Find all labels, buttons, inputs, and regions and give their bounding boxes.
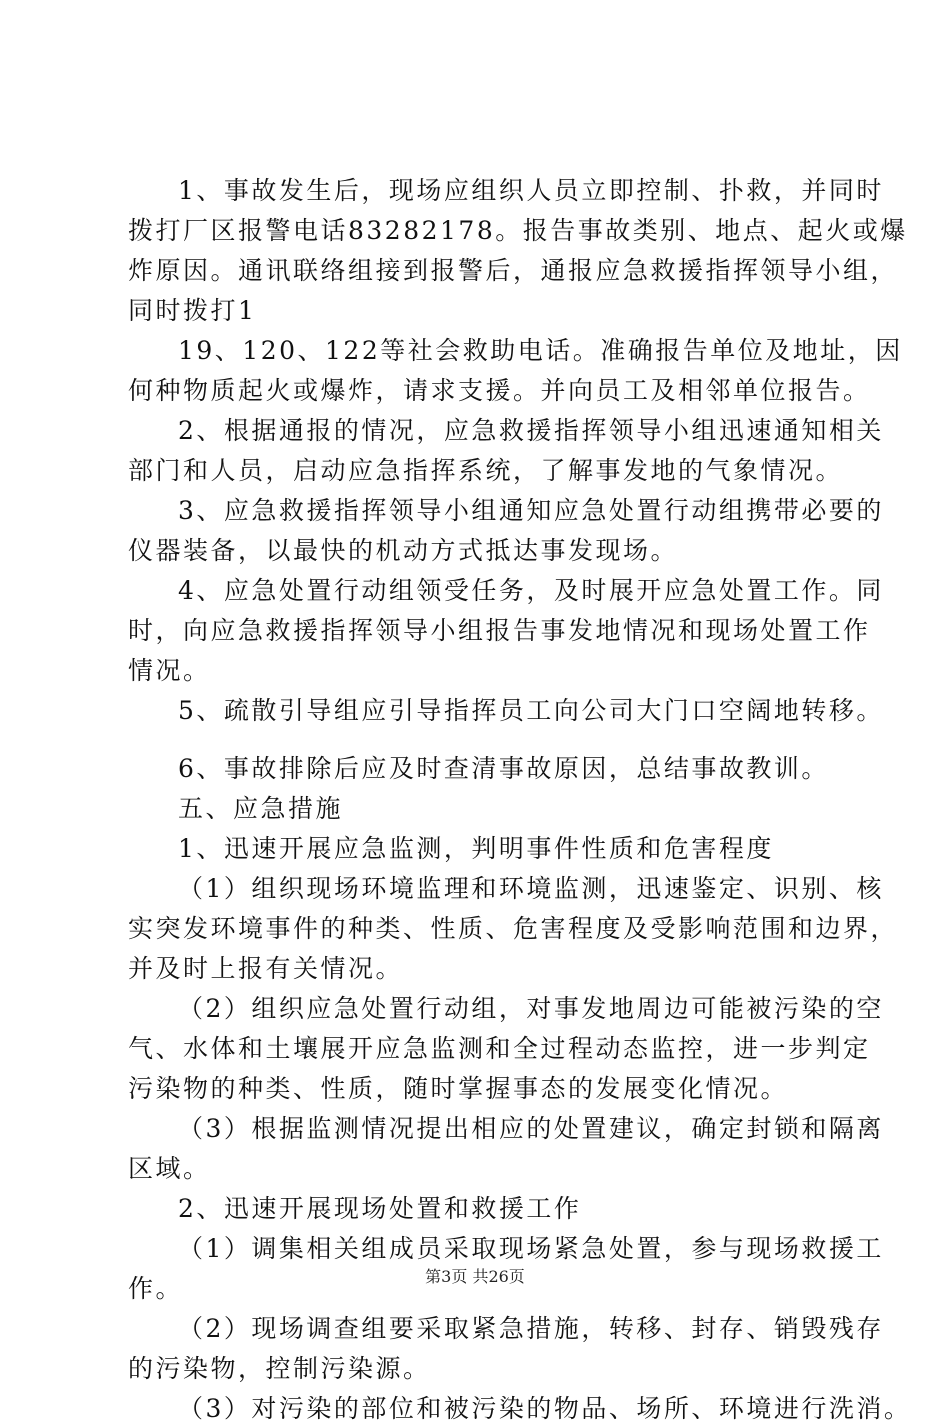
paragraph-line: （2）组织应急处置行动组，对事发地周边可能被污染的空: [178, 994, 884, 1023]
paragraph-line: 何种物质起火或爆炸，请求支援。并向员工及相邻单位报告。: [128, 376, 871, 405]
paragraph-line: 1、事故发生后，现场应组织人员立即控制、扑救，并同时: [178, 176, 884, 205]
paragraph-line: 部门和人员，启动应急指挥系统，了解事发地的气象情况。: [128, 456, 844, 485]
paragraph-line: 时，向应急救援指挥领导小组报告事发地情况和现场处置工作: [128, 616, 871, 645]
paragraph-line: 6、事故排除后应及时查清事故原因，总结事故教训。: [178, 754, 829, 783]
paragraph-line: 拨打厂区报警电话83282178。报告事故类别、地点、起火或爆: [128, 216, 908, 245]
subsection-heading: 2、迅速开展现场处置和救援工作: [178, 1194, 582, 1223]
paragraph-line: 仪器装备，以最快的机动方式抵达事发现场。: [128, 536, 679, 565]
paragraph-line: 情况。: [128, 656, 211, 685]
paragraph-line: 19、120、122等社会救助电话。准确报告单位及地址，因: [178, 336, 903, 365]
paragraph-line: 2、根据通报的情况，应急救援指挥领导小组迅速通知相关: [178, 416, 884, 445]
paragraph-line: （2）现场调查组要采取紧急措施，转移、封存、销毁残存: [178, 1314, 884, 1343]
page-footer: 第3页 共26页: [425, 1267, 525, 1286]
paragraph-line: 5、疏散引导组应引导指挥员工向公司大门口空阔地转移。: [178, 696, 884, 725]
section-heading: 五、应急措施: [178, 794, 344, 823]
paragraph-line: （3）根据监测情况提出相应的处置建议，确定封锁和隔离: [178, 1114, 884, 1143]
paragraph-line: 区域。: [128, 1154, 211, 1183]
paragraph-line: 并及时上报有关情况。: [128, 954, 404, 983]
paragraph-line: 3、应急救援指挥领导小组通知应急处置行动组携带必要的: [178, 496, 884, 525]
paragraph-line: 炸原因。通讯联络组接到报警后，通报应急救援指挥领导小组，: [128, 256, 899, 285]
paragraph-line: 作。: [128, 1274, 184, 1303]
document-body: [128, 176, 912, 1423]
paragraph-line: 实突发环境事件的种类、性质、危害程度及受影响范围和边界，: [128, 914, 899, 943]
paragraph-line: 的污染物，控制污染源。: [128, 1354, 431, 1383]
paragraph-line: 4、应急处置行动组领受任务，及时展开应急处置工作。同: [178, 576, 884, 605]
paragraph-line: 污染物的种类、性质，随时掌握事态的发展变化情况。: [128, 1074, 789, 1103]
paragraph-line: （1）组织现场环境监理和环境监测，迅速鉴定、识别、核: [178, 874, 884, 903]
paragraph-line: 同时拨打1: [128, 296, 257, 325]
paragraph-line: 气、水体和土壤展开应急监测和全过程动态监控，进一步判定: [128, 1034, 871, 1063]
subsection-heading: 1、迅速开展应急监测，判明事件性质和危害程度: [178, 834, 774, 863]
paragraph-line: （1）调集相关组成员采取现场紧急处置，参与现场救援工: [178, 1234, 884, 1263]
paragraph-line: （3）对污染的部位和被污染的物品、场所、环境进行洗消。: [178, 1394, 912, 1423]
